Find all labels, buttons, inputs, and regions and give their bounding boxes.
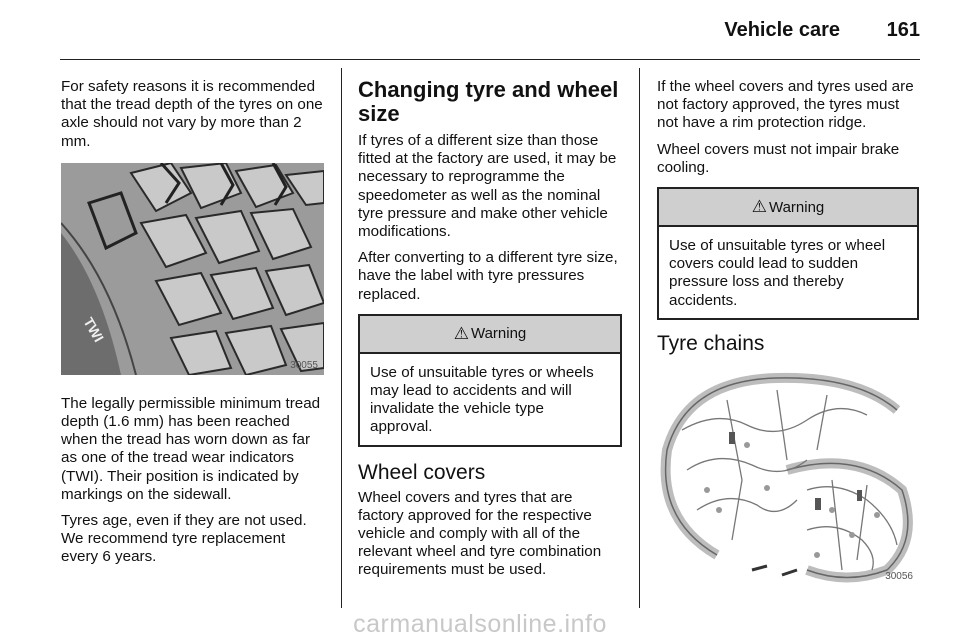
- watermark-text: carmanualsonline.info: [353, 610, 607, 638]
- figure-number: 30056: [885, 570, 913, 582]
- paragraph: If the wheel covers and tyres used are not factory approved, the tyres must not have a rim protection ridge.: [657, 78, 914, 132]
- paragraph: If tyres of a different size than those fitted at the factory are used, it may be necessary to reprogramme the speedometer as well as the nominal tyre pressure and make other vehicle modifications.: [358, 132, 617, 241]
- warning-title: Warning: [768, 198, 825, 216]
- column-divider: [639, 68, 640, 608]
- twi-marking-text: TWI: [80, 314, 108, 345]
- paragraph: Wheel covers and tyres that are factory approved for the respective vehicle and comply with all of the relevant wheel and tyre combination requirements must be used.: [358, 488, 602, 579]
- subsection-heading: Wheel covers: [358, 460, 486, 484]
- tyre-tread-figure: [61, 163, 324, 375]
- column-1: [61, 78, 324, 575]
- warning-text: Use of unsuitable tyres or wheel covers could lead to sudden pressure loss and thereby accidents.: [669, 237, 886, 309]
- warning-box: [358, 314, 622, 447]
- tyre-chains-illustration: [657, 370, 919, 586]
- section-heading: Changing tyre and wheel size: [358, 77, 619, 126]
- warning-header: [659, 189, 917, 227]
- subsection-heading: Tyre chains: [657, 331, 765, 355]
- warning-title: Warning: [470, 325, 527, 343]
- tyre-tread-illustration: [61, 163, 324, 375]
- paragraph: Wheel covers must not impair brake cooling.: [657, 140, 900, 176]
- column-3: [657, 78, 919, 586]
- warning-triangle-icon: ⚠: [453, 323, 469, 343]
- paragraph: The legally permissible minimum tread depth (1.6 mm) has been reached when the tread has worn down as far as one of the tread wear indicators (TWI). Their position is indicated by markings on the sidewall.: [61, 394, 321, 503]
- page-header: [60, 0, 920, 58]
- column-2: [358, 78, 622, 588]
- header-rule: [60, 59, 920, 60]
- figure-number: 30055: [290, 359, 318, 371]
- warning-text: Use of unsuitable tyres or wheels may lead to accidents and will invalidate the vehicle type approval.: [370, 363, 594, 436]
- tyre-chains-figure: [657, 370, 919, 586]
- column-divider: [341, 68, 342, 608]
- paragraph: For safety reasons it is recommended that the tread depth of the tyres on one axle should not vary by more than 2 mm.: [61, 78, 323, 150]
- paragraph: Tyres age, even if they are not used. We recommend tyre replacement every 6 years.: [61, 512, 307, 566]
- page-number: 161: [886, 19, 920, 41]
- warning-box: [657, 187, 919, 320]
- header-title: Vehicle care: [724, 19, 840, 41]
- paragraph: After converting to a different tyre size, have the label with tyre pressures replaced.: [358, 249, 618, 303]
- warning-header: [360, 316, 620, 354]
- warning-triangle-icon: ⚠: [751, 197, 767, 217]
